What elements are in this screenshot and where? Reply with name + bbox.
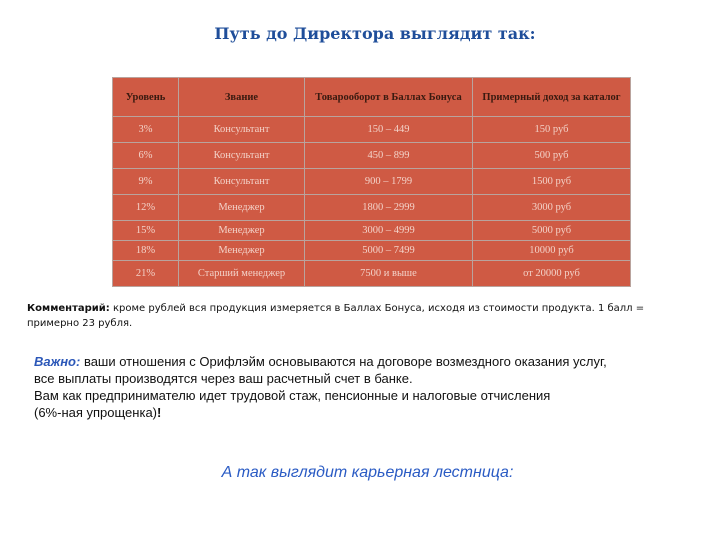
cell-income: 10000 руб	[473, 241, 631, 261]
comment-text: кроме рублей вся продукция измеряется в Баллах Бонуса, исходя из стоимости продукта. 1 балл = примерно 23 рубля.	[27, 303, 645, 329]
cell-turnover: 1800 – 2999	[305, 195, 473, 221]
cell-income: 500 руб	[473, 143, 631, 169]
table-row	[113, 169, 631, 195]
header-level: Уровень	[113, 78, 179, 117]
cell-level: 3%	[113, 117, 179, 143]
cell-rank: Старший менеджер	[179, 261, 305, 287]
cell-turnover: 900 – 1799	[305, 169, 473, 195]
page-title: Путь до Директора выглядит так:	[214, 24, 536, 43]
cell-rank: Менеджер	[179, 195, 305, 221]
cell-turnover: 450 – 899	[305, 143, 473, 169]
comment-paragraph	[27, 301, 667, 331]
cell-turnover: 150 – 449	[305, 117, 473, 143]
important-text-1: ваши отношения с Орифлэйм основываются на договоре возмездного оказания услуг,	[83, 354, 607, 369]
career-table	[112, 77, 631, 287]
cell-income: 5000 руб	[473, 221, 631, 241]
important-line-1	[34, 353, 684, 370]
important-label: Важно:	[34, 354, 81, 369]
cell-level: 21%	[113, 261, 179, 287]
important-paragraph	[34, 353, 684, 421]
career-ladder-caption: А так выглядит карьерная лестница:	[221, 464, 514, 481]
important-line-2: все выплаты производятся через ваш расчетный счет в банке.	[34, 371, 413, 386]
comment-label: Комментарий:	[27, 303, 110, 314]
cell-level: 12%	[113, 195, 179, 221]
important-text-4: (6%-ная упрощенка)	[34, 405, 157, 420]
cell-rank: Консультант	[179, 143, 305, 169]
table-row	[113, 261, 631, 287]
cell-income: 3000 руб	[473, 195, 631, 221]
table-row	[113, 195, 631, 221]
header-rank: Звание	[179, 78, 305, 117]
cell-income: 150 руб	[473, 117, 631, 143]
table-row	[113, 117, 631, 143]
cell-income: 1500 руб	[473, 169, 631, 195]
cell-turnover: 7500 и выше	[305, 261, 473, 287]
important-exclamation: !	[157, 405, 162, 420]
cell-level: 15%	[113, 221, 179, 241]
important-line-3: Вам как предпринимателю идет трудовой стаж, пенсионные и налоговые отчисления	[34, 388, 551, 403]
cell-level: 9%	[113, 169, 179, 195]
cell-level: 6%	[113, 143, 179, 169]
cell-level: 18%	[113, 241, 179, 261]
table-header-row	[113, 78, 631, 117]
cell-income: от 20000 руб	[473, 261, 631, 287]
cell-turnover: 3000 – 4999	[305, 221, 473, 241]
cell-turnover: 5000 – 7499	[305, 241, 473, 261]
header-turnover: Товарооборот в Баллах Бонуса	[305, 78, 473, 117]
table-row	[113, 143, 631, 169]
cell-rank: Консультант	[179, 169, 305, 195]
header-income: Примерный доход за каталог	[473, 78, 631, 117]
cell-rank: Менеджер	[179, 221, 305, 241]
table-row	[113, 221, 631, 241]
important-line-4	[34, 404, 684, 421]
cell-rank: Менеджер	[179, 241, 305, 261]
table-row	[113, 241, 631, 261]
cell-rank: Консультант	[179, 117, 305, 143]
